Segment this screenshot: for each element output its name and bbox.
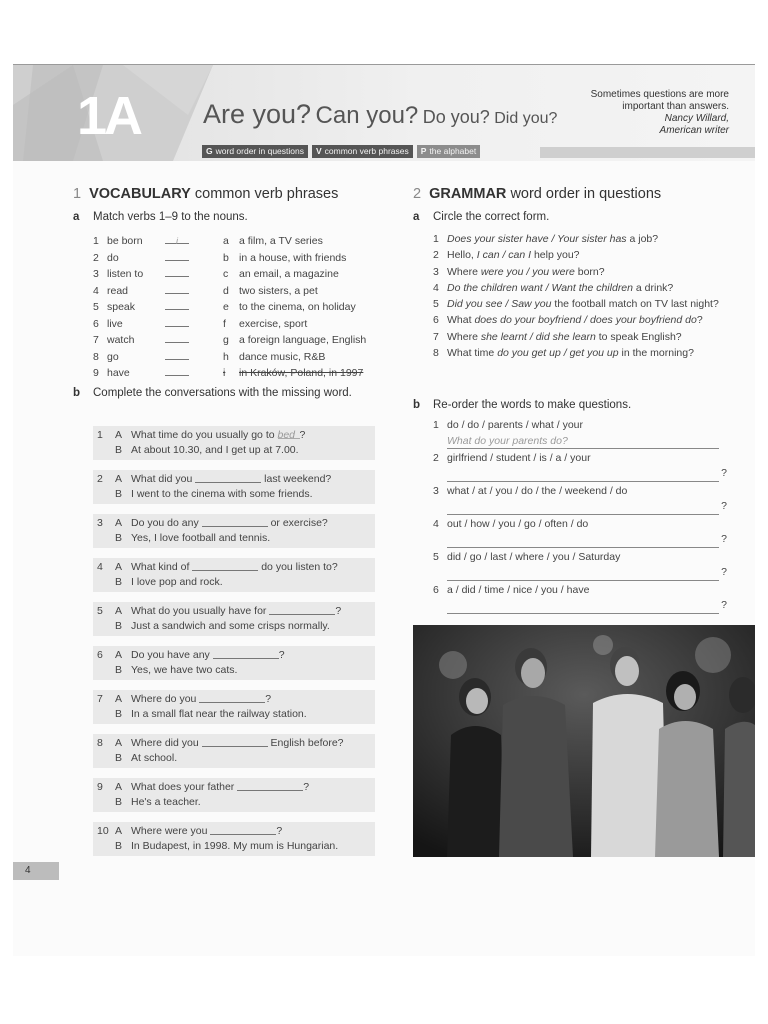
quote-line-2: important than answers.: [622, 101, 729, 112]
tag-grammar: G word order in questions: [202, 145, 308, 158]
list-item: 1 do / do / parents / what / your What do your parents do?: [433, 417, 733, 450]
tag-bar-decoration: [540, 147, 755, 158]
answer-blank[interactable]: [165, 332, 189, 343]
list-item: 2 girlfriend / student / is / a / your ?: [433, 450, 733, 483]
section2b-instruction: b Re-order the words to make questions.: [413, 399, 632, 411]
list-item: 9 have i in Kraków, Poland, in 1997: [93, 367, 364, 379]
list-item: 4 read d two sisters, a pet: [93, 284, 318, 297]
reorder-list: [433, 417, 733, 615]
section1b-instruction: b Complete the conversations with the missing word.: [73, 387, 352, 399]
section2-heading: 2 GRAMMAR word order in questions: [413, 186, 662, 202]
quote-line-1: Sometimes questions are more: [590, 89, 729, 100]
answer-blank[interactable]: [165, 266, 189, 277]
answer-blank[interactable]: [165, 250, 189, 261]
option-choice[interactable]: were you / you were: [480, 265, 575, 278]
tag-vocabulary: V common verb phrases: [312, 145, 413, 158]
answer-blank[interactable]: i: [165, 233, 189, 244]
conversation-item: 3 A Do you do any or exercise? B Yes, I love football and tennis.: [93, 514, 375, 548]
quote-author: Nancy Willard,: [664, 113, 729, 124]
list-item: 1 be born i a a film, a TV series: [93, 235, 323, 247]
answer-blank[interactable]: [165, 299, 189, 310]
list-item: 5 speak e to the cinema, on holiday: [93, 301, 356, 313]
list-item: 4 Do the children want / Want the children a drink?: [433, 281, 674, 294]
conversation-item: 4 A What kind of do you listen to? B I love pop and rock.: [93, 558, 375, 592]
list-item: 4 out / how / you / go / often / do ?: [433, 516, 733, 549]
answer-line[interactable]: ?: [447, 499, 719, 515]
answer-blank[interactable]: bed: [278, 428, 300, 439]
answer-blank[interactable]: [213, 648, 279, 659]
answer-line[interactable]: ?: [447, 565, 719, 581]
answer-line[interactable]: What do your parents do?: [447, 433, 719, 449]
option-choice[interactable]: she learnt / did she learn: [480, 330, 596, 343]
answer-blank[interactable]: [202, 736, 268, 747]
answer-line[interactable]: ?: [447, 466, 719, 482]
circle-form-list: [433, 231, 753, 361]
list-item: 3 listen to c an email, a magazine: [93, 268, 339, 280]
answer-blank[interactable]: [199, 692, 265, 703]
friends-photo: [413, 625, 755, 857]
list-item: 6 live f exercise, sport: [93, 317, 308, 330]
unit-number: 1A: [77, 86, 141, 146]
workbook-page: [13, 64, 755, 956]
tag-pronunciation: P the alphabet: [417, 145, 480, 158]
option-choice[interactable]: I can / can I: [476, 249, 532, 262]
list-item: 1 Does your sister have / Your sister has a job?: [433, 233, 659, 245]
conversation-item: 9 A What does your father ? B He's a teacher.: [93, 778, 375, 812]
unit-header: [13, 65, 755, 161]
section1-heading: 1 VOCABULARY common verb phrases: [73, 186, 339, 202]
option-choice[interactable]: Did you see / Saw you: [447, 298, 552, 311]
topic-tags: [202, 145, 480, 158]
answer-line[interactable]: ?: [447, 598, 719, 614]
conversation-item: 2 A What did you last weekend? B I went to the cinema with some friends.: [93, 470, 375, 504]
list-item: 6 What does do your boyfriend / does your boyfriend do?: [433, 314, 703, 327]
answer-blank[interactable]: [165, 365, 189, 376]
title-part-4: Did you?: [494, 110, 558, 127]
answer-blank[interactable]: [192, 560, 258, 571]
option-choice[interactable]: does do your boyfriend / does your boyfriend do: [474, 314, 697, 327]
conversation-item: 8 A Where did you English before? B At school.: [93, 734, 375, 768]
header-quote: [591, 89, 729, 137]
title-part-3: Do you?: [422, 107, 490, 127]
title-part-1: Are you?: [203, 99, 312, 129]
section2a-instruction: a Circle the correct form.: [413, 211, 550, 223]
photo-illustration: [413, 625, 755, 857]
list-item: 3 what / at / you / do / the / weekend / do ?: [433, 483, 733, 516]
answer-blank[interactable]: [165, 316, 189, 327]
title-part-2: Can you?: [315, 102, 419, 129]
conversation-item: 7 A Where do you ? B In a small flat near the railway station.: [93, 690, 375, 724]
answer-blank[interactable]: [165, 349, 189, 360]
option-choice[interactable]: do you get up / get you up: [497, 347, 619, 360]
list-item: 7 Where she learnt / did she learn to speak English?: [433, 330, 682, 343]
conversation-list: [93, 426, 375, 866]
list-item: 8 What time do you get up / get you up in the morning?: [433, 347, 694, 360]
list-item: 3 Where were you / you were born?: [433, 265, 605, 278]
list-item: 7 watch g a foreign language, English: [93, 334, 367, 346]
answer-blank[interactable]: [165, 283, 189, 294]
list-item: 6 a / did / time / nice / you / have ?: [433, 582, 733, 615]
answer-blank[interactable]: [210, 824, 276, 835]
page-title: [203, 99, 557, 130]
conversation-item: 10 A Where were you ? B In Budapest, in 1998. My mum is Hungarian.: [93, 822, 375, 856]
option-choice[interactable]: Do the children want / Want the children: [447, 281, 633, 294]
answer-blank[interactable]: [202, 516, 268, 527]
answer-line[interactable]: ?: [447, 532, 719, 548]
conversation-item: 1 A What time do you usually go to bed ? B At about 10.30, and I get up at 7.00.: [93, 426, 375, 460]
list-item: 8 go h dance music, R&B: [93, 350, 326, 363]
list-item: 5 Did you see / Saw you the football match on TV last night?: [433, 298, 719, 311]
list-item: 5 did / go / last / where / you / Saturday ?: [433, 549, 733, 582]
page-number: 4: [13, 862, 59, 880]
conversation-item: 6 A Do you have any ? B Yes, we have two cats.: [93, 646, 375, 680]
conversation-item: 5 A What do you usually have for ? B Just a sandwich and some crisps normally.: [93, 602, 375, 636]
answer-blank[interactable]: [195, 472, 261, 483]
verb-match-list: [93, 233, 366, 382]
list-item: 2 Hello, I can / can I help you?: [433, 249, 580, 262]
section1a-instruction: a Match verbs 1–9 to the nouns.: [73, 211, 248, 223]
option-choice[interactable]: Does your sister have / Your sister has: [447, 233, 627, 245]
answer-blank[interactable]: [269, 604, 335, 615]
quote-role: American writer: [659, 125, 729, 136]
answer-blank[interactable]: [237, 780, 303, 791]
list-item: 2 do b in a house, with friends: [93, 251, 347, 264]
